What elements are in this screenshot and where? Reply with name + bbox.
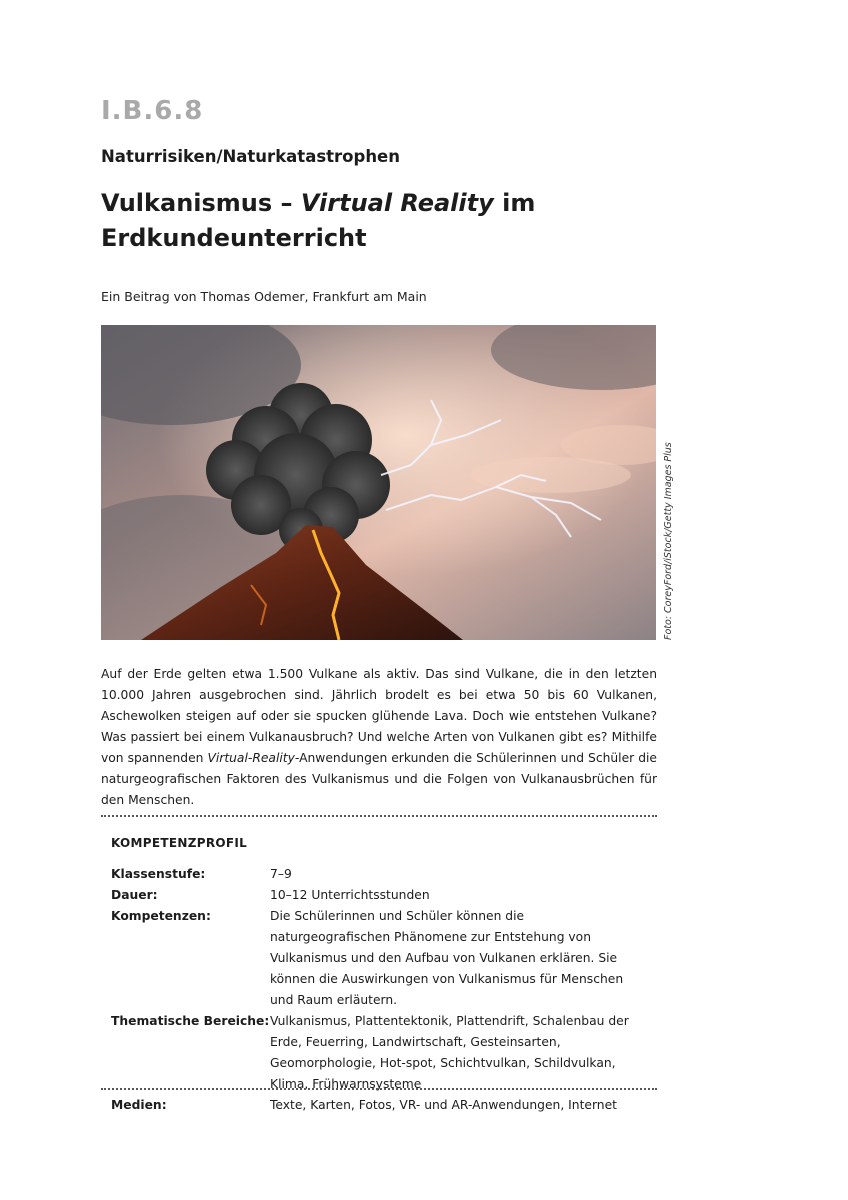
profile-label: Medien: [111,1098,167,1112]
subject-heading: Naturrisiken/Naturkatastrophen [101,147,400,166]
profile-value: 7–9 [270,867,292,881]
profile-heading: KOMPETENZPROFIL [111,836,248,850]
intro-paragraph [101,664,657,811]
profile-label: Kompetenzen: [111,909,211,923]
profile-row-competences [111,906,651,1011]
profile-value: 10–12 Unterrichtsstunden [270,888,430,902]
intro-text-2: -Anwendungen erkunden die Schülerinnen und Schüler die naturgeografischen Faktoren des Vulkanismus und die Folgen von Vulkanausbrüchen für den Menschen. [101,751,657,807]
profile-label: Klassenstufe: [111,867,206,881]
profile-value: Die Schülerinnen und Schüler können die naturgeografischen Phänomene zur Entstehung von Vulkanismus und den Aufbau von Vulkanen erklären. Sie können die Auswirkungen von Vulkanismus für Menschen und Raum erläutern. [270,909,624,1007]
intro-italic: Virtual-Reality [207,751,295,765]
volcano-photo [101,325,656,640]
author-line: Ein Beitrag von Thomas Odemer, Frankfurt am Main [101,289,427,304]
profile-label: Thematische Bereiche: [111,1014,270,1028]
photo-credit: Foto: CoreyFord/iStock/Getty Images Plus [663,442,674,640]
profile-row-topics [111,1011,651,1095]
intro-text-1: Auf der Erde gelten etwa 1.500 Vulkane als aktiv. Das sind Vulkane, die in den letzten 10.000 Jahren ausgebrochen sind. Jährlich brodelt es bei etwa 50 bis 60 Vulkanen, Aschewolken steigen auf oder sie spucken glühende Lava. Doch wie entstehen Vulkane? Was passiert bei einem Vulkanausbruch? Und welche Arten von Vulkanen gibt es? Mithilfe von spannenden [101,667,657,765]
profile-value: Vulkanismus, Plattentektonik, Plattendrift, Schalenbau der Erde, Feuerring, Landwirtschaft, Gesteinsarten, Geomorphologie, Hot-spot, Schichtvulkan, Schildvulkan, Klima, Frühwarnsysteme [270,1014,629,1091]
title-part-2: im Erdkundeunterricht [101,189,536,252]
title-part-1: Vulkanismus – [101,189,301,217]
profile-label: Dauer: [111,888,158,902]
page-title [101,186,661,256]
profile-row-media [111,1095,651,1116]
profile-row-grade [111,864,651,885]
divider-bottom [101,1088,657,1090]
profile-value: Texte, Karten, Fotos, VR- und AR-Anwendungen, Internet [270,1098,617,1112]
profile-row-duration [111,885,651,906]
title-italic: Virtual Reality [300,189,494,217]
divider-top [101,815,657,817]
competence-profile [111,864,651,1116]
document-code: I.B.6.8 [101,96,204,126]
